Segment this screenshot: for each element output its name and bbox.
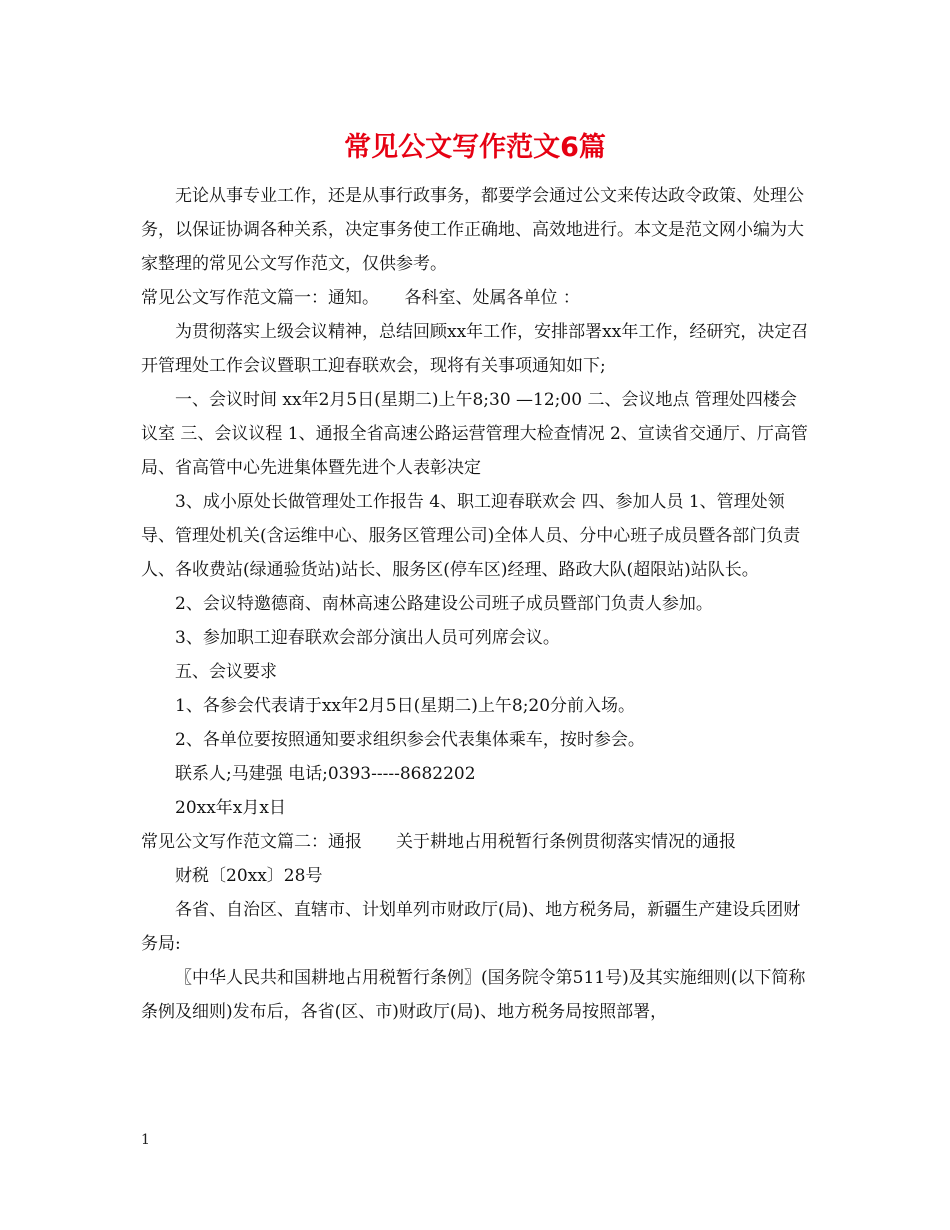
paragraph: 一、会议时间 xx年2月5日(星期二)上午8;30 —12;00 二、会议地点 管理处四楼会议室 三、会议议程 1、通报全省高速公路运营管理大检查情况 2、宣读省交通厅、厅高管局、省高管中心先进集体暨先进个人表彰决定 <box>141 390 808 478</box>
document-body <box>141 179 813 1029</box>
page-number: 1 <box>141 1132 150 1148</box>
paragraph: 为贯彻落实上级会议精神，总结回顾xx年工作，安排部署xx年工作，经研究，决定召开管理处工作会议暨职工迎春联欢会，现将有关事项通知如下; <box>141 322 809 376</box>
paragraph: 各省、自治区、直辖市、计划单列市财政厅(局)、地方税务局，新疆生产建设兵团财务局: <box>141 900 801 954</box>
document-title: 常见公文写作范文6篇 <box>344 132 606 163</box>
paragraph-doc-number: 财税〔20xx〕28号 <box>175 866 323 886</box>
paragraph: 1、各参会代表请于xx年2月5日(星期二)上午8;20分前入场。 <box>175 696 636 716</box>
paragraph-section-two-heading: 常见公文写作范文篇二：通报 关于耕地占用税暂行条例贯彻落实情况的通报 <box>141 832 736 852</box>
paragraph: 3、成小原处长做管理处工作报告 4、职工迎春联欢会 四、参加人员 1、管理处领导、管理处机关(含运维中心、服务区管理公司)全体人员、分中心班子成员暨各部门负责人、各收费站(绿通验货站)站长、服务区(停车区)经理、路政大队(超限站)站队长。 <box>141 492 801 580</box>
paragraph: 五、会议要求 <box>175 662 277 682</box>
paragraph: 〖中华人民共和国耕地占用税暂行条例〗(国务院令第511号)及其实施细则(以下简称条例及细则)发布后，各省(区、市)财政厅(局)、地方税务局按照部署， <box>141 968 806 1022</box>
paragraph-intro: 无论从事专业工作，还是从事行政事务，都要学会通过公文来传达政令政策、处理公务，以保证协调各种关系，决定事务使工作正确地、高效地进行。本文是范文网小编为大家整理的常见公文写作范文，仅供参考。 <box>141 186 804 274</box>
paragraph-section-one-heading: 常见公文写作范文篇一：通知。 各科室、处属各单位 ： <box>141 288 580 308</box>
paragraph-contact: 联系人;马建强 电话;0393-----8682202 <box>175 764 476 784</box>
paragraph-date: 20xx年x月x日 <box>175 798 286 818</box>
paragraph: 2、各单位要按照通知要求组织参会代表集体乘车，按时参会。 <box>175 730 645 750</box>
paragraph: 2、会议特邀德商、南林高速公路建设公司班子成员暨部门负责人参加。 <box>175 594 713 614</box>
paragraph: 3、参加职工迎春联欢会部分演出人员可列席会议。 <box>175 628 560 648</box>
